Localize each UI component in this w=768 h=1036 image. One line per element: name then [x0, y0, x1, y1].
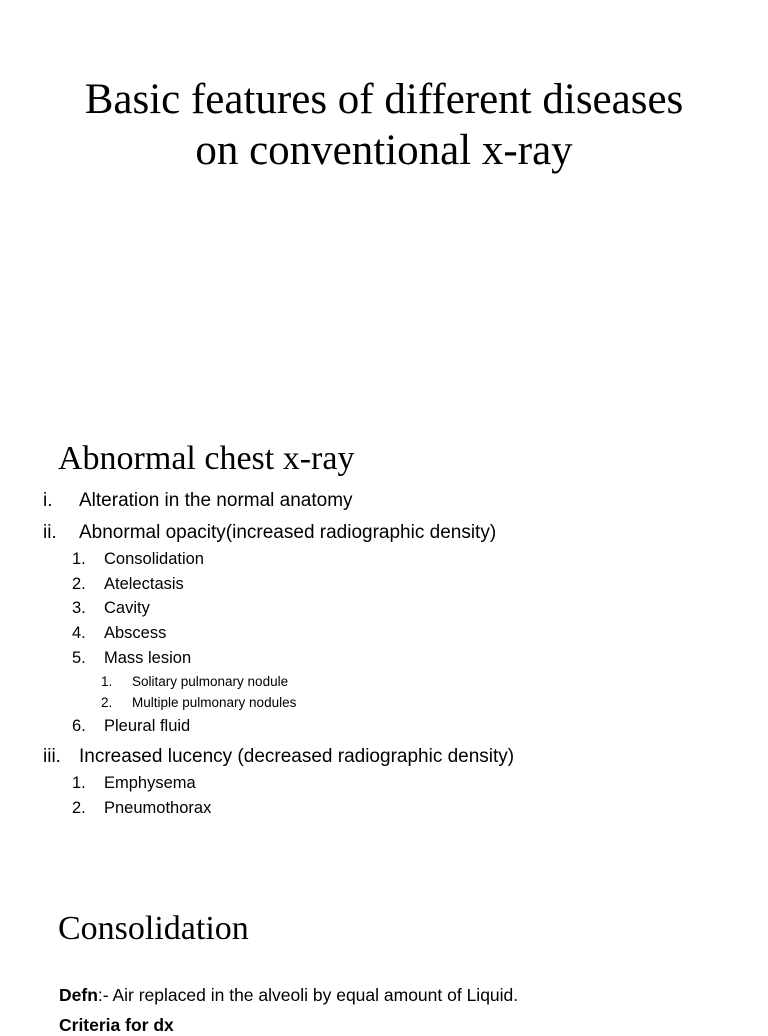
list-number: 6. [72, 717, 86, 735]
list-number: i. [43, 490, 53, 511]
criteria-label: Criteria for dx [59, 1015, 174, 1035]
list-text: Consolidation [104, 550, 204, 568]
list-text: Atelectasis [104, 575, 184, 593]
definition-text: :- Air replaced in the alveoli by equal amount of Liquid. [97, 985, 519, 1005]
list-number: 4. [72, 624, 86, 642]
list-number: 1. [72, 774, 86, 792]
list-text: Mass lesion [104, 649, 192, 667]
list-text: Emphysema [104, 774, 196, 792]
list-number: 3. [72, 599, 86, 617]
list-text: Pneumothorax [104, 799, 212, 817]
definition-label: Defn [59, 985, 98, 1005]
list-number: 2. [101, 695, 113, 710]
slide-title: Basic features of different diseases on conventional x-ray [84, 76, 684, 174]
list-number: ii. [43, 522, 57, 543]
list-number: 1. [72, 550, 86, 568]
list-text: Abnormal opacity(increased radiographic density) [79, 522, 497, 543]
list-number: 1. [101, 674, 113, 689]
list-number: 2. [72, 575, 86, 593]
list-number: 5. [72, 649, 86, 667]
abnormal-chest-heading: Abnormal chest x-ray [58, 440, 355, 477]
list-text: Cavity [104, 599, 150, 617]
list-text: Increased lucency (decreased radiographic density) [79, 746, 515, 767]
consolidation-heading: Consolidation [58, 910, 249, 947]
list-text: Solitary pulmonary nodule [132, 674, 289, 689]
list-text: Abscess [104, 624, 167, 642]
list-number: iii. [43, 746, 61, 767]
list-text: Multiple pulmonary nodules [132, 695, 297, 710]
list-text: Pleural fluid [104, 717, 191, 735]
list-number: 2. [72, 799, 86, 817]
list-text: Alteration in the normal anatomy [79, 490, 353, 511]
definition-line [59, 985, 518, 1006]
